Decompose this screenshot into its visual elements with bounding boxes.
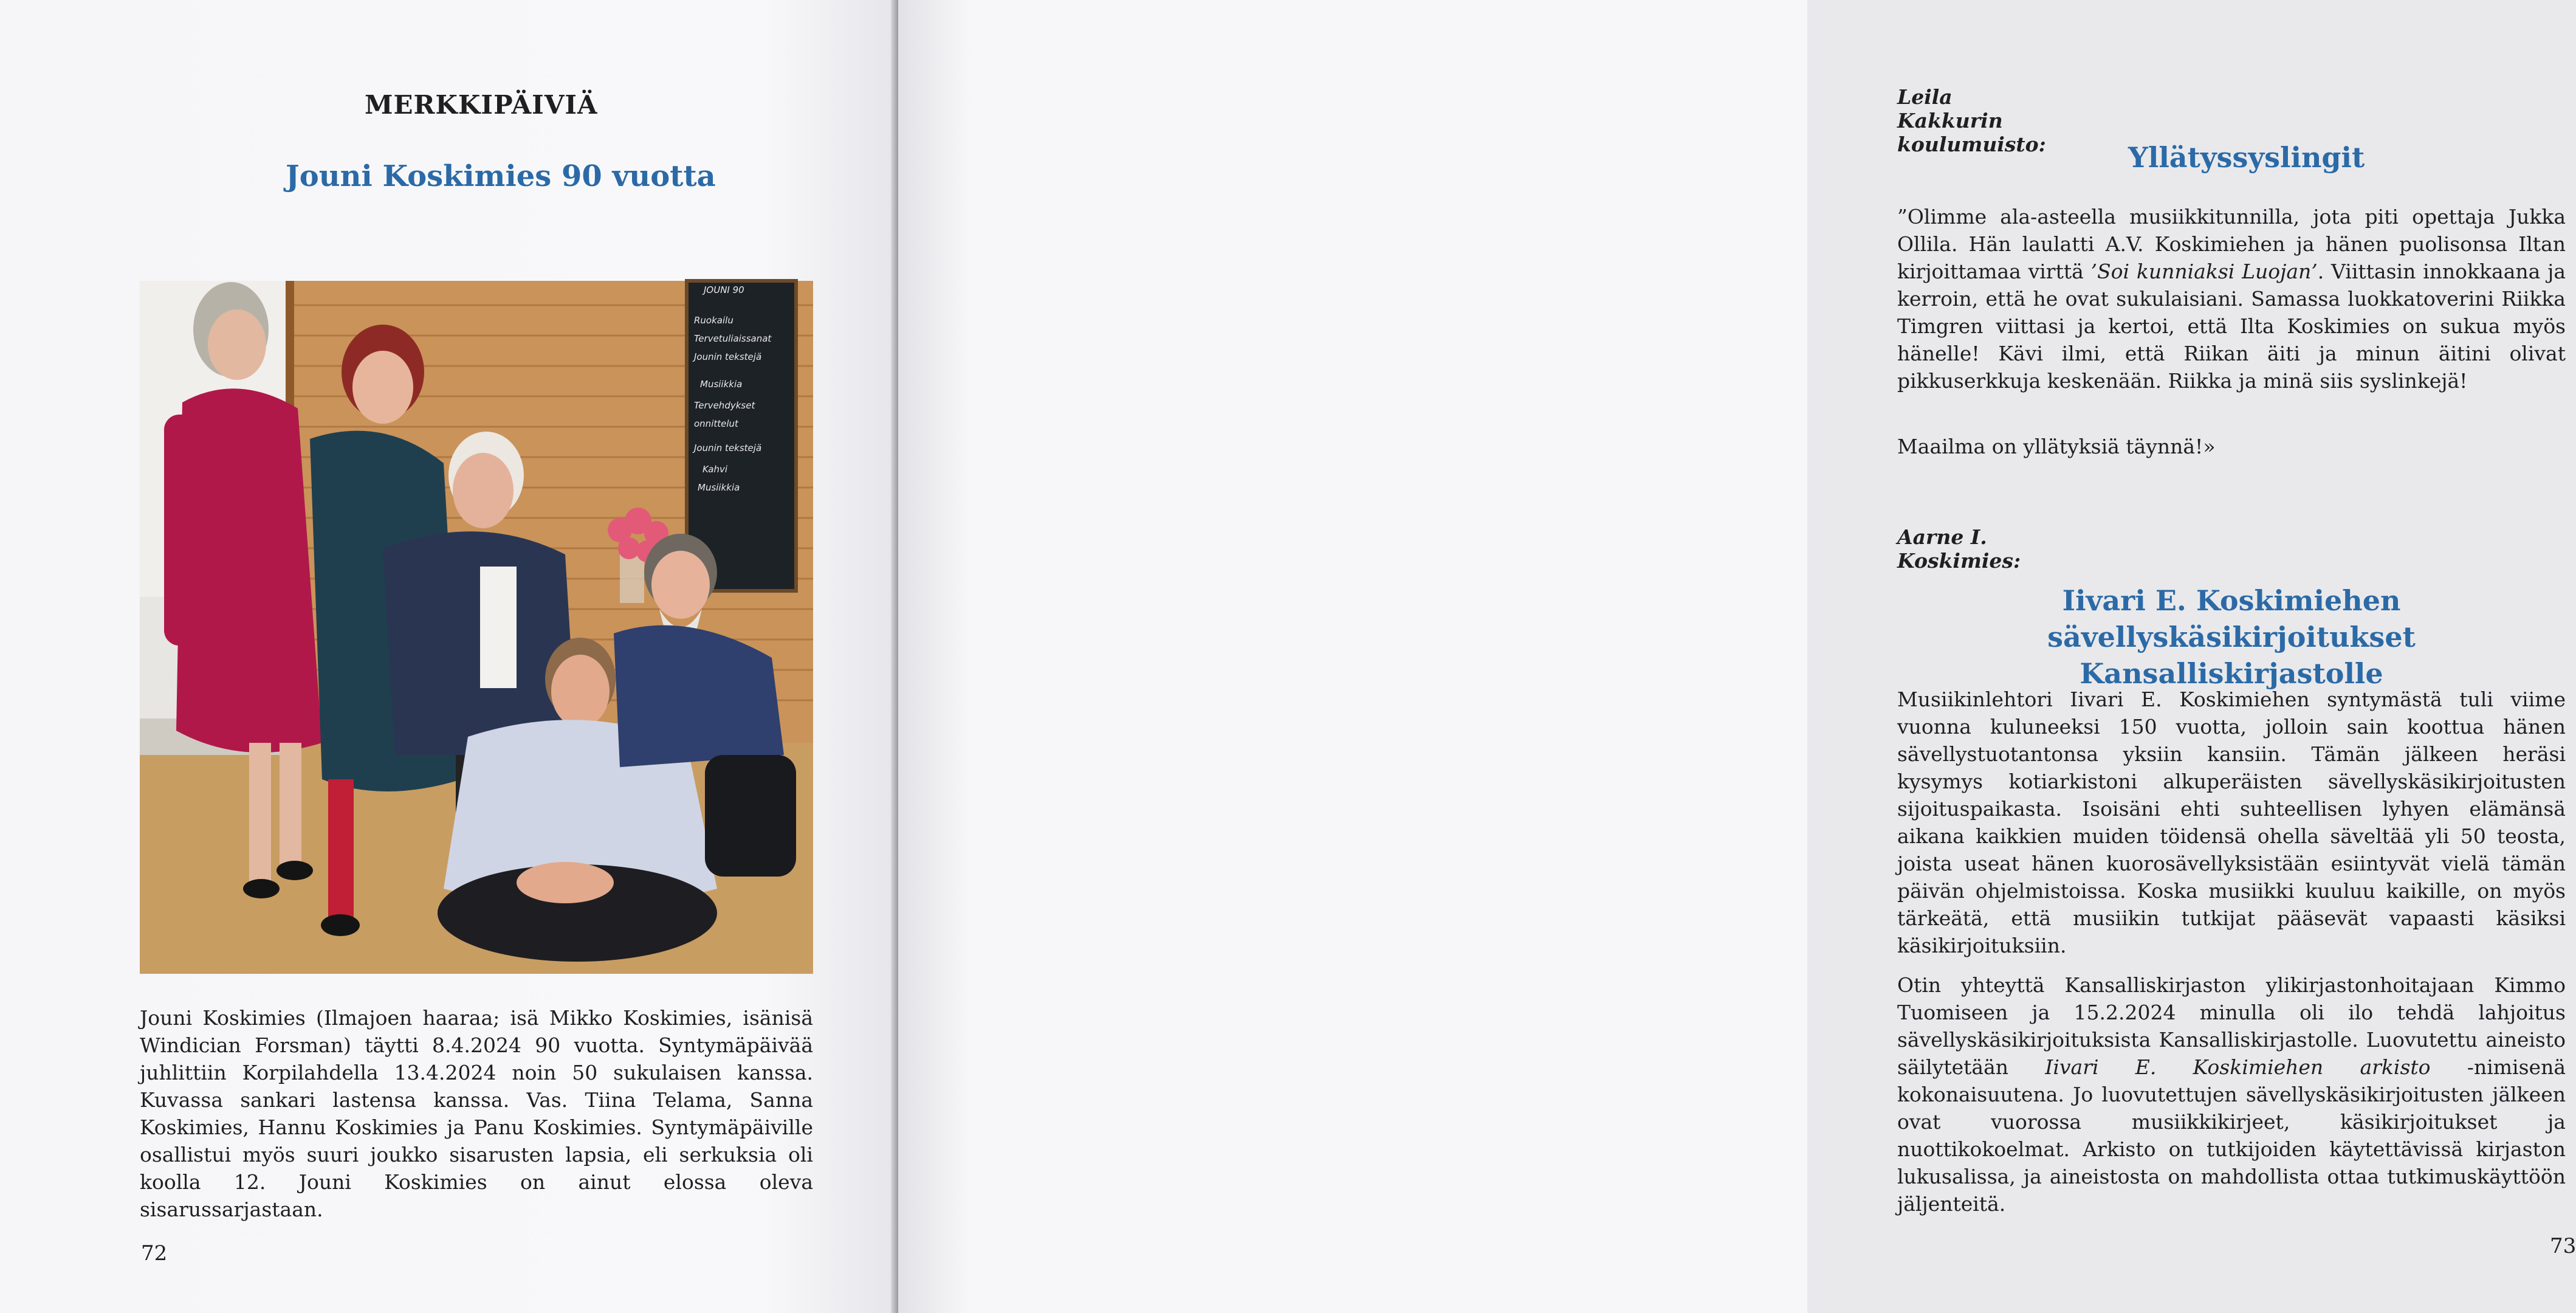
article-title-left: Jouni Koskimies 90 vuotta xyxy=(286,159,716,193)
article-title-right-2-line-1: Iivari E. Koskimiehen sävellyskäsikirjoitukset xyxy=(2047,584,2416,653)
paragraph-4 xyxy=(1897,971,2566,1218)
chalkboard-line: onnittelut xyxy=(694,418,738,429)
chalkboard-line: Ruokailu xyxy=(694,315,733,326)
left-page xyxy=(0,0,898,1313)
paragraph-1-text-b: . Viittasin innokkaana ja kerroin, että he ovat sukulaisiani. Samassa luokkatoverini Riikka Timgren viittasi ja kertoi, että Ilta Koskimies on sukua myös hänelle! Kävi ilmi, että Riikan äiti ja minun äitini olivat pikkuserkkuja keskenään. Riikka ja minä siis syslinkejä! xyxy=(1897,260,2566,393)
page-number-right: 73 xyxy=(2550,1234,2576,1258)
chalkboard-line: Tervehdykset xyxy=(694,400,755,411)
paragraph-4-text-b: -nimisenä kokonaisuutena. Jo luovutettujen sävellyskäsikirjoitusten jälkeen ovat vuorossa musiikkikirjeet, käsikirjoitukset ja nuottikokoelmat. Arkisto on tutkijoiden käytettävissä kirjaston lukusalissa, ja aineistosta on mahdollista ottaa tutkimuskäyttöön jäljenteitä. xyxy=(1897,1055,2566,1216)
chalkboard-line: Jounin tekstejä xyxy=(694,443,762,453)
paragraph-4-archive-name: Iivari E. Koskimiehen arkisto xyxy=(2045,1055,2431,1079)
photo-caption: Jouni Koskimies (Ilmajoen haaraa; isä Mikko Koskimies, isänisä Windician Forsman) täytti 8.4.2024 90 vuotta. Syntymäpäivää juhlittiin Korpilahdella 13.4.2024 noin 50 sukulaisen kanssa. Kuvassa sankari lastensa kanssa. Vas. Tiina Telama, Sanna Koskimies, Hannu Koskimies ja Panu Koskimies. Syntymäpäiville osallistui myös suuri joukko sisarusten lapsia, eli serkuksia oli koolla 12. Jouni Koskimies on ainut elossa oleva sisarussarjastaan. xyxy=(140,1006,813,1221)
chalkboard-line: Jounin tekstejä xyxy=(694,351,762,362)
chalkboard-line: Musiikkia xyxy=(698,482,740,493)
chalkboard-line: Tervetuliaissanat xyxy=(694,333,772,344)
paragraph-3: Musiikinlehtori Iivari E. Koskimiehen syntymästä tuli viime vuonna kuluneeksi 150 vuotta, jolloin sain koottua hänen sävellystuotantonsa yksiin kansiin. Tämän jälkeen heräsi kysymys kotiarkistoni alkuperäisten sävellyskäsikirjoitusten sijoituspaikasta. Isoisäni ehti suhteellisen lyhyen elämänsä aikana kaikkien muiden töidensä ohella säveltää yli 50 teosta, joista useat hänen kuorosävellyksistään esiintyvät vielä tämän päivän ohjelmistoissa. Koska musiikki kuuluu kaikille, on myös tärkeätä, että musiikin tutkijat pääsevät vapaasti käsiksi käsikirjoituksiin. xyxy=(1897,688,2566,957)
chalkboard-line: JOUNI 90 xyxy=(704,284,744,295)
family-photo xyxy=(140,281,813,974)
paragraph-1-hymn-title: ’Soi kunniaksi Luojan’ xyxy=(2090,260,2318,283)
paragraph-1-text-a: ”Olimme ala-asteella musiikkitunnilla, jota piti opettaja Jukka Ollila. Hän laulatti A.V. Koskimiehen ja hänen puolisonsa Iltan kirjoittamaa virttä xyxy=(1897,205,2566,283)
right-page xyxy=(898,0,2576,1313)
paragraph-4-text-a: Otin yhteyttä Kansalliskirjaston ylikirjastonhoitajaan Kimmo Tuomiseen ja 15.2.2024 minulla oli ilo tehdä lahjoitus sävellyskäsikirjoituksista Kansalliskirjastolle. Luovutettu aineisto säilytetään xyxy=(1897,973,2566,1079)
section-label: MERKKIPÄIVIÄ xyxy=(365,90,598,120)
page-number-left: 72 xyxy=(141,1241,168,1266)
paragraph-1 xyxy=(1897,203,2566,395)
byline-2: Aarne I. Koskimies: xyxy=(1897,525,2021,573)
chalkboard-line: Musiikkia xyxy=(700,379,743,390)
chalkboard-line: Kahvi xyxy=(702,464,728,475)
article-title-right-2-line-2: Kansalliskirjastolle xyxy=(2080,657,2383,690)
article-title-right-2 xyxy=(1897,582,2566,692)
byline-1: Leila Kakkurin koulumuisto: xyxy=(1897,85,2046,156)
paragraph-2: Maailma on yllätyksiä täynnä!» xyxy=(1897,435,2216,458)
article-title-right-1: Yllätyssyslingit xyxy=(2128,141,2365,174)
